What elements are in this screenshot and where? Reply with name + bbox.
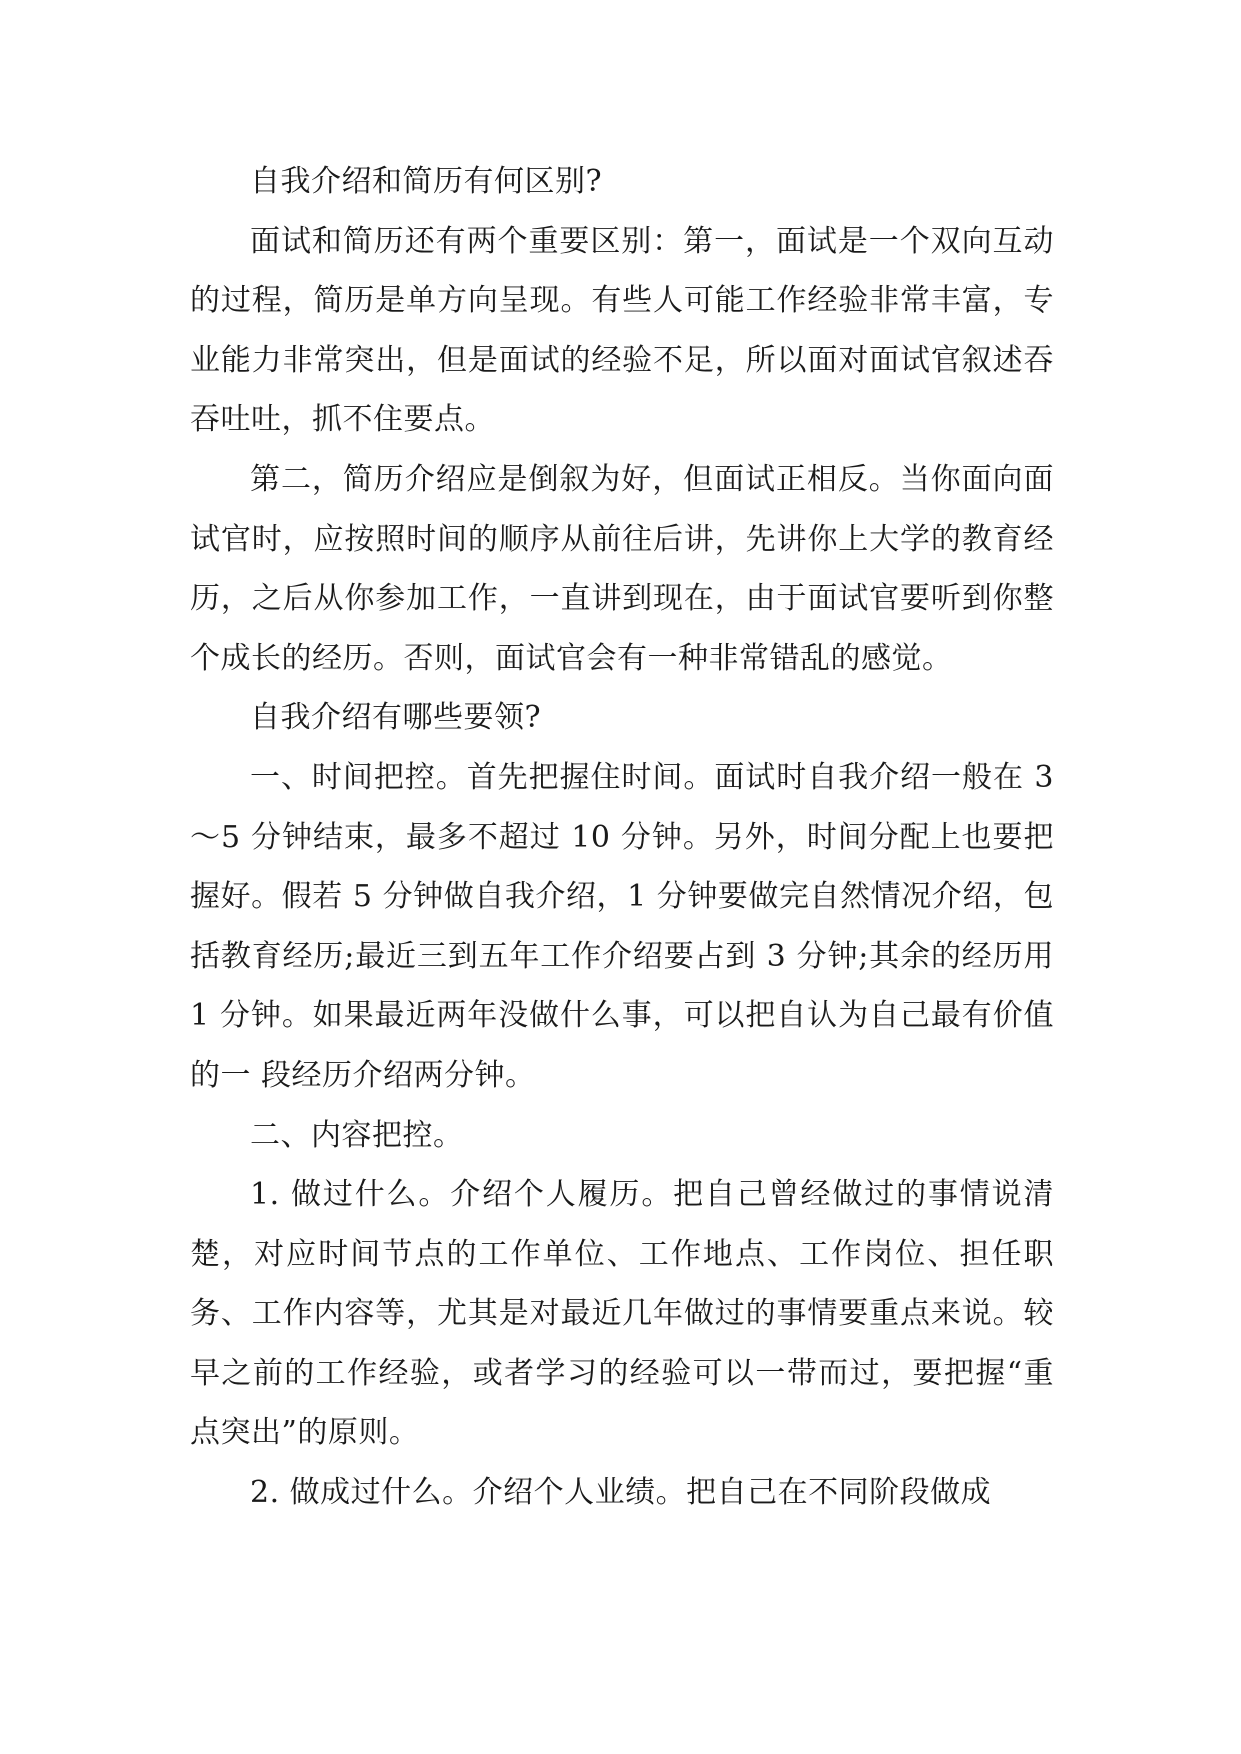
paragraph-first-difference: 面试和简历还有两个重要区别：第一，面试是一个双向互动的过程，简历是单方向呈现。有些人可能工作经验非常丰富，专业能力非常突出，但是面试的经验不足，所以面对面试官叙述吞吞吐吐，抓不住要点。 [190,223,1054,438]
paragraph-what-done: 1. 做过什么。介绍个人履历。把自己曾经做过的事情说清楚，对应时间节点的工作单位、工作地点、工作岗位、担任职务、工作内容等，尤其是对最近几年做过的事情要重点来说。较早之前的工作经验，或者学习的经验可以一带而过，要把握“重点突出”的原则。 [190,1177,1054,1451]
document-body [190,152,1054,1523]
heading-difference-question: 自我介绍和简历有何区别? [250,164,603,199]
heading-key-points-question: 自我介绍有哪些要领? [250,700,542,736]
paragraph-second-difference: 第二，简历介绍应是倒叙为好，但面试正相反。当你面向面试官时，应按照时间的顺序从前往后讲，先讲你上大学的教育经历，之后从你参加工作，一直讲到现在，由于面试官要听到你整个成长的经历。否则，面试官会有一种非常错乱的感觉。 [190,461,1054,676]
paragraph-what-achieved: 2. 做成过什么。介绍个人业绩。把自己在不同阶段做成 [250,1475,992,1511]
heading-content-control: 二、内容把控。 [250,1117,464,1153]
paragraph-time-control: 一、时间把控。首先把握住时间。面试时自我介绍一般在 3～5 分钟结束，最多不超过 10 分钟。另外，时间分配上也要把握好。假若 5 分钟做自我介绍，1 分钟要做完自然情况介绍，包括教育经历;最近三到五年工作介绍要占到 3 分钟;其余的经历用 1 分钟。如果最近两年没做什么事，可以把自认为自己最有价值的一 段经历介绍两分钟。 [190,759,1054,1093]
